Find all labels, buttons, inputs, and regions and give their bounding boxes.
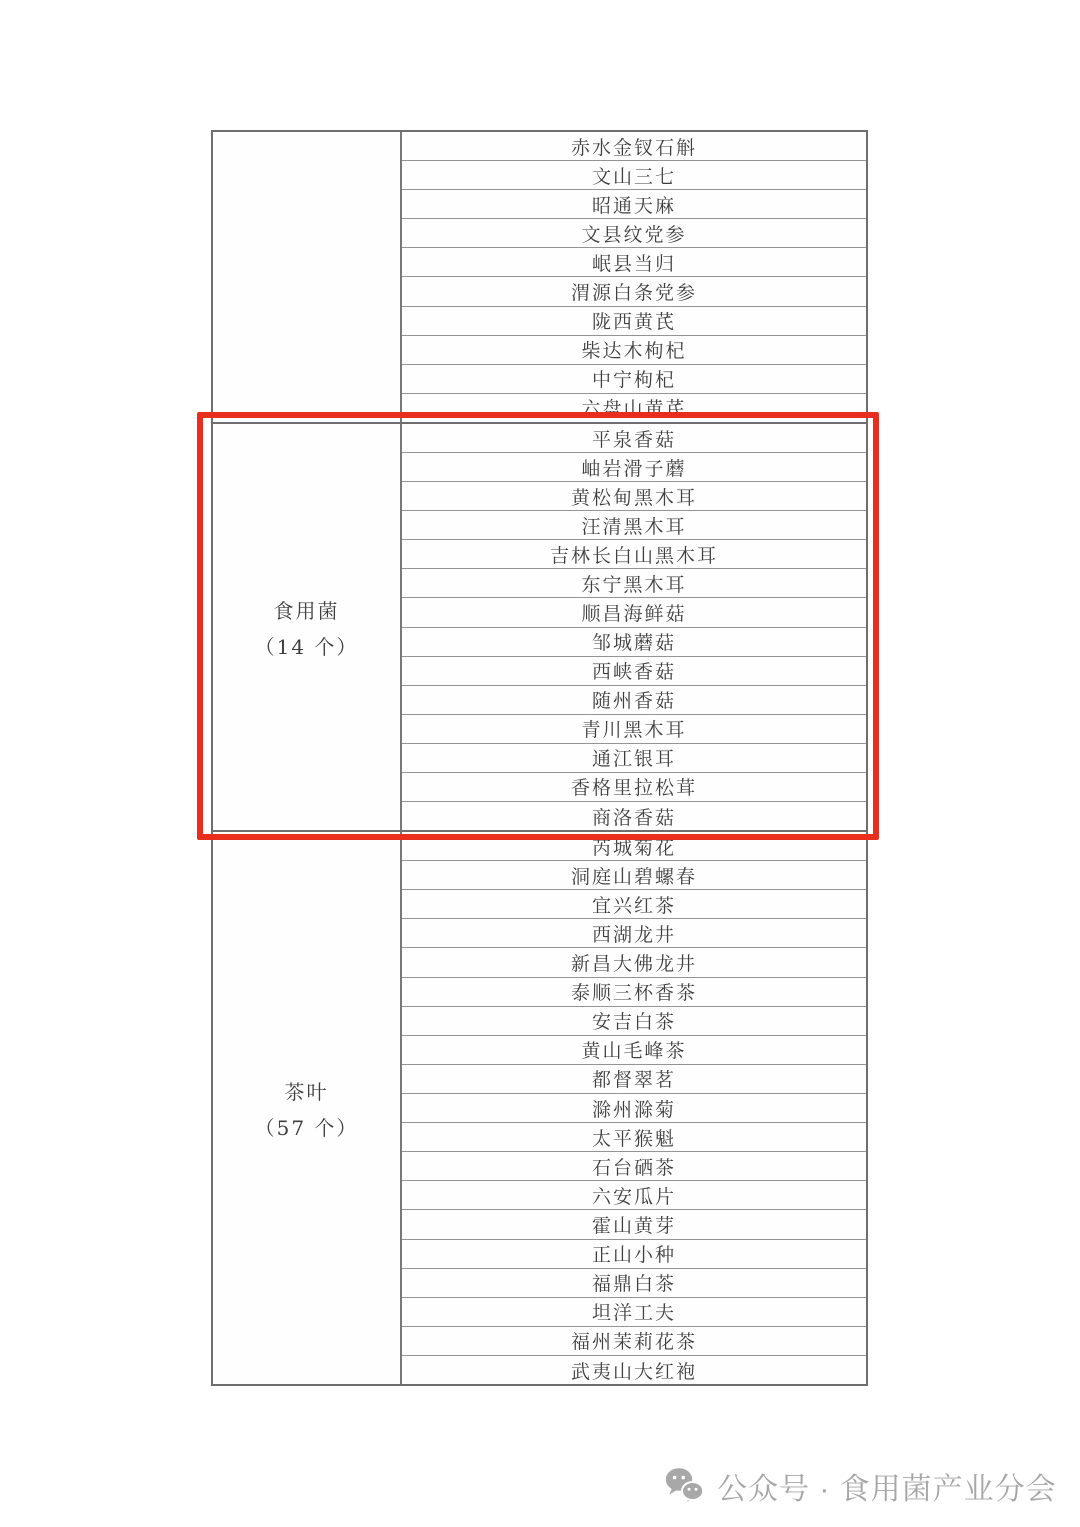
product-name: 香格里拉松茸	[570, 777, 697, 800]
table-row	[402, 1210, 866, 1239]
product-name: 六安瓜片	[591, 1185, 676, 1208]
table-row	[402, 248, 866, 277]
table-row	[402, 277, 866, 306]
table-row	[402, 861, 866, 890]
section-tea	[213, 832, 866, 1384]
table-row	[402, 1298, 866, 1327]
table-row	[402, 161, 866, 190]
product-name: 六盘山黄芪	[581, 398, 687, 421]
product-name: 石台硒茶	[591, 1156, 676, 1179]
category-cell-edible-fungi	[213, 424, 402, 830]
category-cell-tea	[213, 832, 402, 1384]
table-row	[402, 1094, 866, 1123]
section-herbs	[213, 132, 866, 424]
product-name: 青川黑木耳	[581, 719, 687, 742]
table-row	[402, 1065, 866, 1094]
table-row	[402, 365, 866, 394]
table-row	[402, 802, 866, 830]
product-name: 岷县当归	[591, 252, 676, 275]
product-name: 太平猴魁	[591, 1127, 676, 1150]
product-name: 洞庭山碧螺春	[570, 865, 697, 888]
product-name: 文山三七	[591, 165, 676, 188]
table-row	[402, 744, 866, 773]
product-name: 吉林长白山黑木耳	[549, 544, 718, 567]
product-name: 黄山毛峰茶	[581, 1040, 687, 1063]
table-row	[402, 686, 866, 715]
product-name: 新昌大佛龙井	[570, 952, 697, 975]
product-name: 都督翠茗	[591, 1069, 676, 1092]
product-name: 柴达木枸杞	[581, 340, 687, 363]
table-row	[402, 1181, 866, 1210]
product-name: 昭通天麻	[591, 194, 676, 217]
table-row	[402, 1240, 866, 1269]
table-row	[402, 598, 866, 627]
table-row	[402, 1007, 866, 1036]
table-row	[402, 1269, 866, 1298]
product-name: 平泉香菇	[591, 428, 676, 451]
product-name: 随州香菇	[591, 690, 676, 713]
table-row	[402, 1356, 866, 1384]
watermark	[664, 1464, 1057, 1508]
product-name: 福鼎白茶	[591, 1273, 676, 1296]
table-row	[402, 890, 866, 919]
product-name: 宜兴红茶	[591, 894, 676, 917]
product-name: 邹城蘑菇	[591, 632, 676, 655]
product-name: 武夷山大红袍	[570, 1360, 697, 1383]
table-row	[402, 948, 866, 977]
table-row	[402, 424, 866, 453]
items-column-herbs	[402, 132, 866, 422]
table-row	[402, 1036, 866, 1065]
product-name: 福州茉莉花茶	[570, 1331, 697, 1354]
product-name: 安吉白茶	[591, 1011, 676, 1034]
table-row	[402, 453, 866, 482]
product-name: 陇西黄芪	[591, 311, 676, 334]
product-name: 西峡香菇	[591, 661, 676, 684]
product-name: 通江银耳	[591, 748, 676, 771]
table-row	[402, 773, 866, 802]
watermark-label: 公众号 · 食用菌产业分会	[717, 1473, 1057, 1506]
category-count: （57 个）	[254, 1115, 359, 1140]
category-cell-herbs	[213, 132, 402, 422]
product-name: 顺昌海鲜菇	[581, 603, 687, 625]
table-row	[402, 190, 866, 219]
category-label: 茶叶	[284, 1079, 329, 1104]
table-row	[402, 832, 866, 861]
product-name: 芮城菊花	[591, 836, 676, 859]
product-name: 西湖龙井	[591, 923, 676, 946]
product-name: 坦洋工夫	[591, 1302, 676, 1325]
product-name: 中宁枸杞	[591, 369, 676, 392]
product-name: 东宁黑木耳	[581, 573, 687, 596]
table-row	[402, 1152, 866, 1181]
category-label: 食用菌	[273, 598, 340, 623]
table-row	[402, 978, 866, 1007]
table-row	[402, 540, 866, 569]
product-name: 岫岩滑子蘑	[581, 457, 687, 480]
product-name: 黄松甸黑木耳	[570, 486, 697, 509]
table-row	[402, 336, 866, 365]
table-row	[402, 482, 866, 511]
table-row	[402, 569, 866, 598]
product-name: 霍山黄芽	[591, 1214, 676, 1237]
table-row	[402, 715, 866, 744]
wechat-icon	[664, 1466, 704, 1506]
product-name: 正山小种	[591, 1244, 676, 1267]
gi-products-table	[211, 130, 868, 1386]
table-row	[402, 1327, 866, 1356]
product-name: 商洛香菇	[591, 806, 676, 829]
table-row	[402, 657, 866, 686]
items-column-tea	[402, 832, 866, 1384]
product-name: 汪清黑木耳	[581, 515, 687, 538]
table-row	[402, 132, 866, 161]
items-column-edible-fungi	[402, 424, 866, 830]
category-count: （14 个）	[254, 634, 359, 659]
product-name: 文县纹党参	[581, 223, 687, 246]
table-row	[402, 628, 866, 657]
product-name: 渭源白条党参	[570, 282, 697, 305]
product-name: 滁州滁菊	[591, 1098, 676, 1121]
product-name: 泰顺三杯香茶	[570, 982, 697, 1005]
section-edible-fungi	[213, 424, 866, 832]
table-row	[402, 219, 866, 248]
table-row	[402, 394, 866, 422]
table-row	[402, 919, 866, 948]
table-row	[402, 1123, 866, 1152]
product-name: 赤水金钗石斛	[570, 136, 697, 159]
table-row	[402, 511, 866, 540]
table-row	[402, 307, 866, 336]
